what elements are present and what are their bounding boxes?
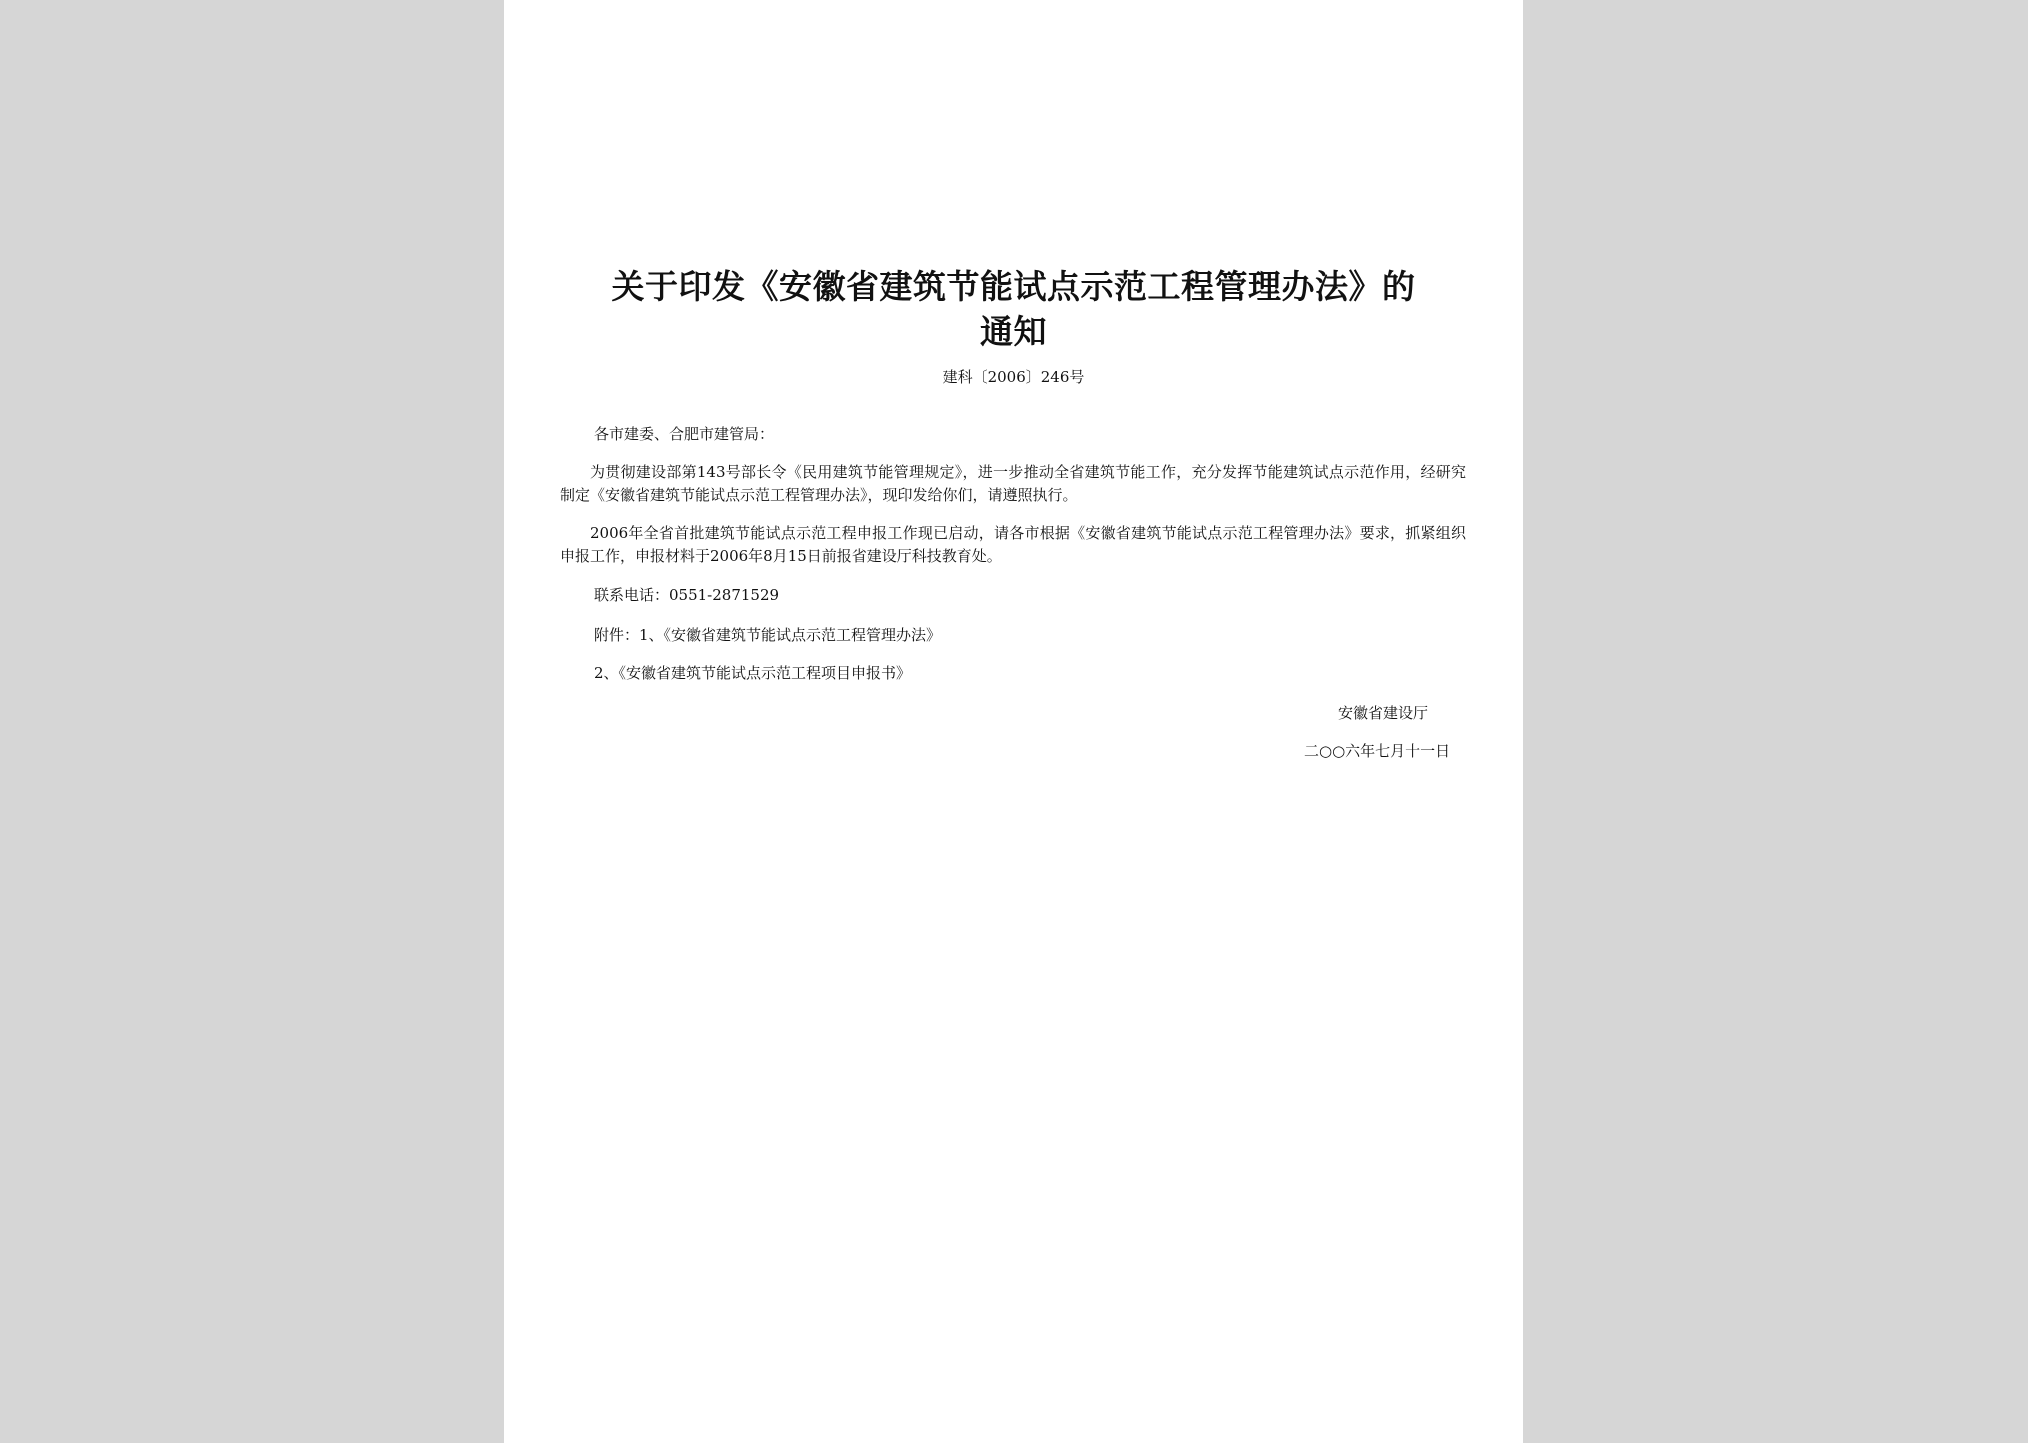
paragraph-1: 为贯彻建设部第143号部长令《民用建筑节能管理规定》，进一步推动全省建筑节能工作，充分发挥节能建筑试点示范作用，经研究制定《安徽省建筑节能试点示范工程管理办法》，现印发给你们，请遵照执行。 bbox=[560, 463, 1466, 504]
attachment-1: 附件：1、《安徽省建筑节能试点示范工程管理办法》 bbox=[594, 626, 942, 644]
paragraph-2: 2006年全省首批建筑节能试点示范工程申报工作现已启动，请各市根据《安徽省建筑节能试点示范工程管理办法》要求，抓紧组织申报工作，申报材料于2006年8月15日前报省建设厅科技教育处。 bbox=[560, 524, 1466, 565]
attachment-2: 2、《安徽省建筑节能试点示范工程项目申报书》 bbox=[594, 664, 912, 682]
document-number: 建科〔2006〕246号 bbox=[942, 368, 1085, 386]
issuer-signature: 安徽省建设厅 bbox=[1338, 704, 1429, 722]
document-page bbox=[504, 0, 1523, 1443]
salutation: 各市建委、合肥市建管局： bbox=[594, 425, 775, 443]
contact-phone: 联系电话：0551-2871529 bbox=[594, 586, 780, 604]
document-title-line-2: 通知 bbox=[980, 312, 1047, 351]
document-title-line-1: 关于印发《安徽省建筑节能试点示范工程管理办法》的 bbox=[611, 267, 1416, 306]
issue-date: 二○○六年七月十一日 bbox=[1304, 742, 1451, 760]
